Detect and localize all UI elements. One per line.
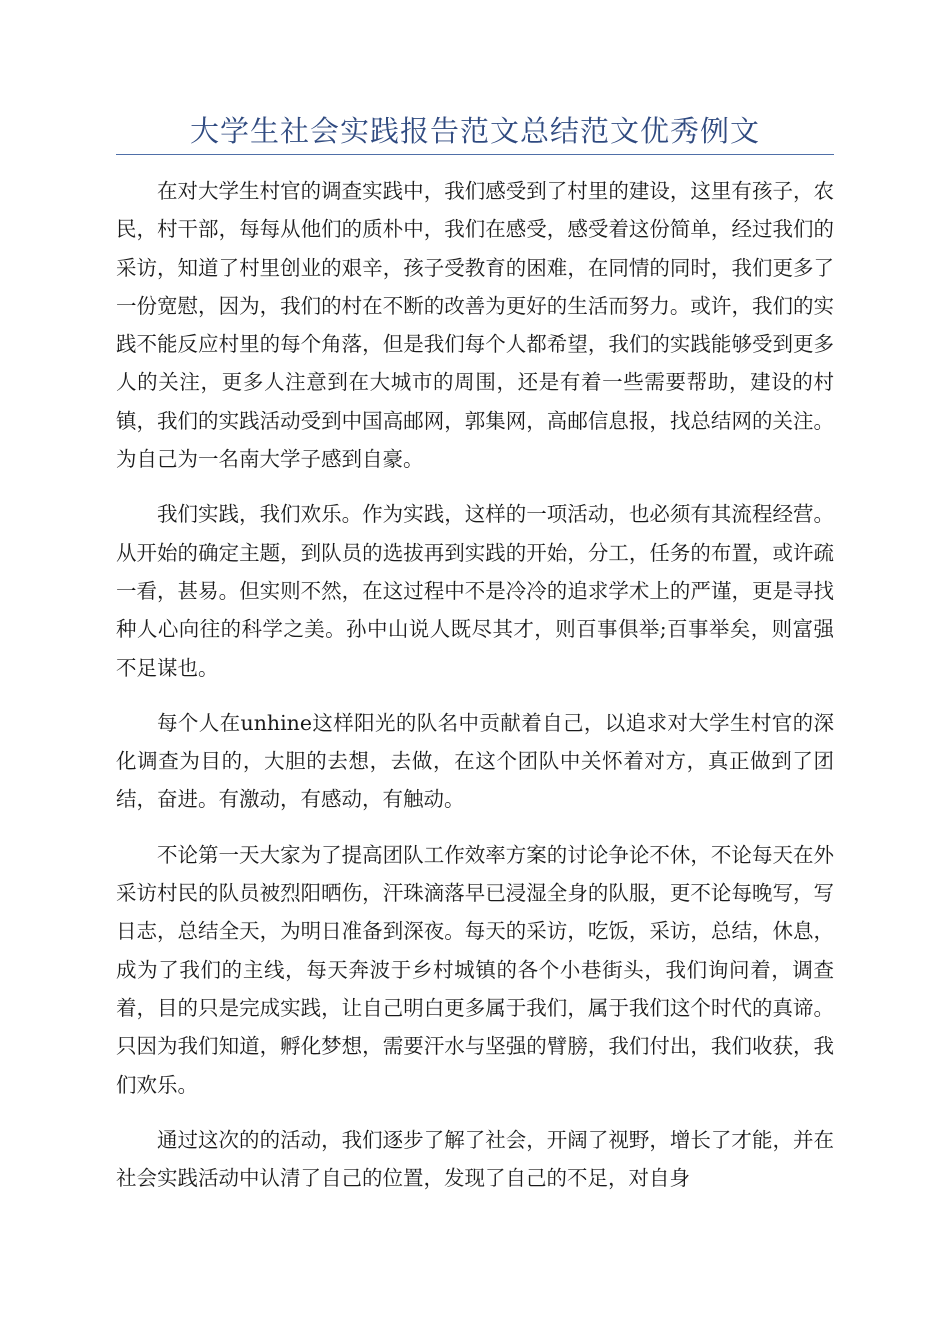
paragraph-1: 在对大学生村官的调查实践中，我们感受到了村里的建设，这里有孩子，农民，村干部，每每从他们的质朴中，我们在感受，感受着这份简单，经过我们的采访，知道了村里创业的艰辛，孩子受教育的困难，在同情的同时，我们更多了一份宽慰，因为，我们的村在不断的改善为更好的生活而努力。或许，我们的实践不能反应村里的每个角落，但是我们每个人都希望，我们的实践能够受到更多人的关注，更多人注意到在大城市的周围，还是有着一些需要帮助，建设的村镇，我们的实践活动受到中国高邮网，郭集网，高邮信息报，找总结网的关注。为自己为一名南大学子感到自豪。 (116, 179, 834, 472)
page-title: 大学生社会实践报告范文总结范文优秀例文 (189, 114, 760, 148)
title-underline (116, 154, 834, 155)
paragraph-2: 我们实践，我们欢乐。作为实践，这样的一项活动，也必须有其流程经营。从开始的确定主题，到队员的选拔再到实践的开始，分工，任务的布置，或许疏一看，甚易。但实则不然，在这过程中不是冷冷的追求学术上的严谨，更是寻找种人心向往的科学之美。孙中山说人既尽其才，则百事俱举;百事举矣，则富强不足谋也。 (116, 502, 834, 680)
paragraph-4: 不论第一天大家为了提高团队工作效率方案的讨论争论不休，不论每天在外采访村民的队员被烈阳晒伤，汗珠滴落早已浸湿全身的队服，更不论每晚写，写日志，总结全天，为明日准备到深夜。每天的采访，吃饭，采访，总结，休息，成为了我们的主线，每天奔波于乡村城镇的各个小巷街头，我们询问着，调查着，目的只是完成实践，让自己明白更多属于我们，属于我们这个时代的真谛。只因为我们知道，孵化梦想，需要汗水与坚强的臂膀，我们付出，我们收获，我们欢乐。 (116, 842, 834, 1097)
paragraph-5: 通过这次的的活动，我们逐步了解了社会，开阔了视野，增长了才能，并在社会实践活动中认清了自己的位置，发现了自己的不足，对自身 (116, 1127, 834, 1191)
document-body (116, 172, 834, 1214)
paragraph-3: 每个人在unhine这样阳光的队名中贡献着自己，以追求对大学生村官的深化调查为目的，大胆的去想，去做，在这个团队中关怀着对方，真正做到了团结，奋进。有激动，有感动，有触动。 (116, 710, 834, 812)
